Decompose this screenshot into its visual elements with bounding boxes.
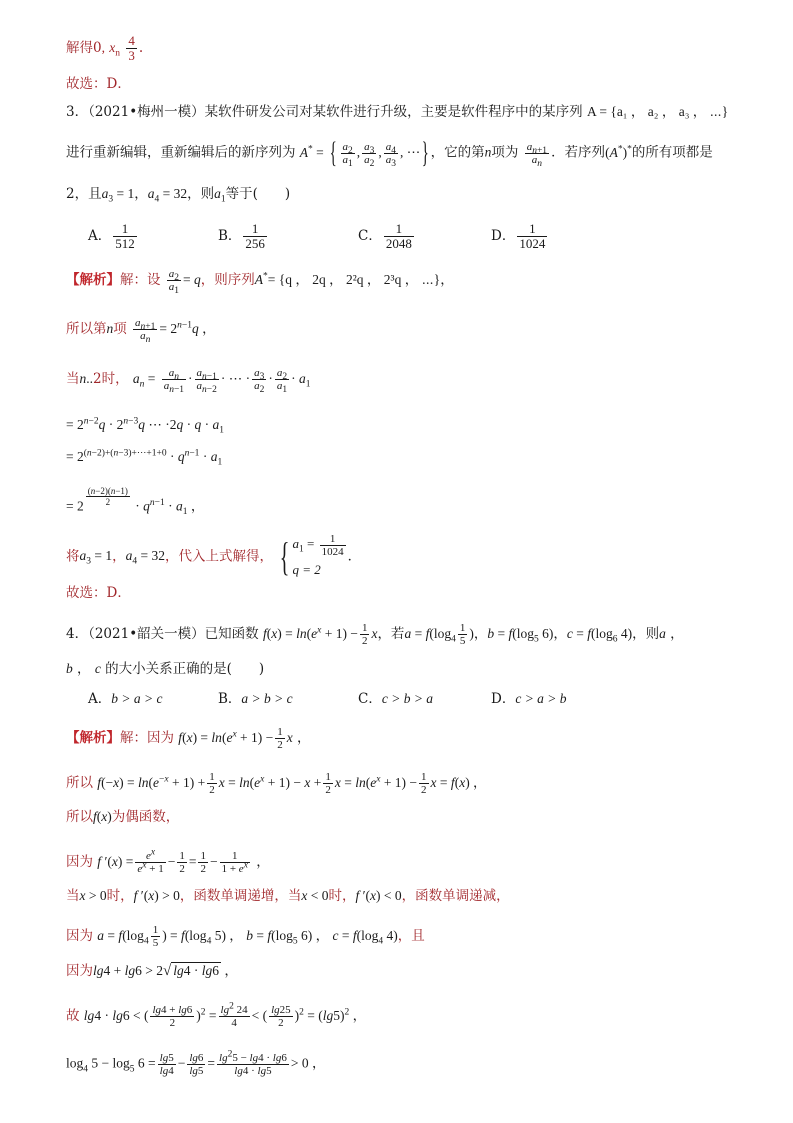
option-den: 256 — [245, 236, 265, 251]
analysis-a3: 为偶函数， — [111, 809, 180, 825]
analysis-a5: 当 — [66, 888, 80, 904]
q3-substitute-line: 将$a_3 = 1$，$a_4 = 32$，代入上式解得， { $a_1$ = $\frac{1}{1024}$ q = 2 ． — [66, 532, 361, 582]
q4-analysis-line9: $\log_4 5 - \log_5 6$ = $\frac{\lg 5}{\lg 4}$ − $\frac{\lg 6}{\lg 5}$ = $\frac{\lg^25 - \lg 4 \cdot \lg 6}{\lg 4 \cdot \lg 5}$ > 0 ， — [66, 1049, 326, 1077]
option-num: 1 — [243, 222, 267, 237]
analysis-a4: 因为 — [66, 854, 93, 870]
analysis-2b: 项 — [113, 321, 127, 337]
q4-analysis-line4: 因为 f ′(x) = $\frac{e^x}{e^x + 1}$ − $\frac{1}{2}$ = $\frac{1}{2}$ − $\frac{1}{1 + e^x}$ ， — [66, 847, 270, 875]
q3-stem2-mid2: 项为 — [491, 144, 519, 161]
q4-option-d[interactable] — [491, 690, 567, 708]
option-label: D． — [491, 691, 516, 707]
q3-stem2-end2: 的所有项都是 — [631, 144, 713, 161]
analysis-tag: 【解析】 — [66, 730, 120, 746]
option-label: C． — [358, 691, 382, 707]
q4-number: 4． — [66, 626, 89, 642]
q3-analysis-line2: 所以第n项 $\frac{a_{n+1}}{a_n}$ = $2^{n-1}q$ ， — [66, 317, 216, 346]
analysis-a3-pre: 所以 — [66, 809, 93, 825]
q4-option-c[interactable] — [358, 690, 433, 708]
option-text: c > a > b — [515, 691, 567, 706]
analysis-a6: 因为 — [66, 928, 93, 944]
q3-stem2-pre: 进行重新编辑，重新编辑后的新序列为 — [66, 144, 296, 161]
analysis-1b: ，则序列 — [200, 272, 255, 288]
q4-stem1-d: ， — [553, 626, 567, 642]
option-den: 2048 — [385, 236, 412, 251]
analysis-a5-e: ，函数单调递减， — [401, 888, 510, 904]
q3-option-b[interactable] — [218, 222, 269, 251]
q4-stem-line1: 4．（2021•韶关一模）已知函数 $f(x) = \ln(e^x + 1)$ − $\frac{1}{2}$ x，若$a = f(\log_4$ $\frac{1}{5}$ )，$b = f(\log_5$ 6)，$c = f(\log_6$ 4)，则a ， — [66, 622, 684, 647]
q4-analysis-line6: 因为 $a = f(\log_4$ $\frac{1}{5}$ ) = $f(\log_4$ 5) ， $b = f(\log_5$ 6) ， $c = f(\log_4$ 4)，且 — [66, 924, 425, 949]
option-label: A． — [88, 691, 112, 707]
option-num: 1 — [384, 222, 414, 237]
option-text: a > b > c — [241, 691, 293, 706]
analysis-tag: 【解析】 — [66, 272, 120, 288]
q3-stem3-c: ，则 — [187, 186, 215, 202]
q4-analysis-line2: 所以 $f(-x) = \ln(e^{-x} + 1)$ + $\frac{1}{2}$ $x = \ln(e^x + 1) - x$ + $\frac{1}{2}$ $x = \ln(e^x + 1)$ − $\frac{1}{2}$ x = f(x) ， — [66, 771, 487, 796]
q4-analysis-line7: 因为lg4 + lg6 > 2√ lg4 · lg6 ， — [66, 963, 238, 979]
answer-sub: n — [115, 48, 121, 59]
answer-prefix: 解得0 — [66, 40, 102, 56]
option-text: b > a > c — [111, 691, 163, 706]
q3-option-a[interactable] — [88, 222, 139, 251]
sys-den: 1024 — [321, 545, 344, 558]
answer-den: 3 — [128, 48, 135, 63]
q3-stem1: 某软件研发公司对某软件进行升级，主要是软件程序中的某序列 — [204, 104, 583, 120]
sub-text: 将 — [66, 548, 80, 565]
analysis-a8: 故 — [66, 1008, 80, 1024]
q2-choose: 故选：D． — [66, 76, 131, 92]
analysis-a1: 解：因为 — [120, 730, 174, 746]
q2-answer-line — [66, 34, 143, 63]
q4-analysis-line1: 【解析】解：因为 $f(x) = \ln(e^x + 1)$ − $\frac{1}{2}$ x ， — [66, 726, 311, 751]
analysis-a5-c: ，函数单调递增，当 — [179, 888, 302, 904]
q4-options — [88, 690, 608, 710]
q4-analysis-line5: 当x > 0时，f ′(x) > 0，函数单调递增，当x < 0时，f ′(x) < 0，函数单调递减， — [66, 888, 510, 904]
q4-analysis-line3: 所以f(x)为偶函数， — [66, 809, 180, 825]
q3-options — [88, 222, 588, 252]
answer-sep: , — [101, 40, 105, 55]
option-label: D． — [491, 228, 516, 244]
sys-num: 1 — [320, 533, 346, 546]
q4-stem2: 的大小关系正确的是( ) — [105, 661, 265, 677]
comma: ， — [311, 1055, 326, 1071]
sys-q: q = 2 — [292, 561, 321, 577]
analysis-a7: 因为 — [66, 963, 93, 979]
option-label: B． — [218, 691, 242, 707]
q3-option-d[interactable] — [491, 222, 549, 251]
sub-text3: ，代入上式解得， — [165, 548, 273, 565]
option-text: c > b > a — [381, 691, 434, 706]
q3-eq-line1: = $2^{n-2}q \cdot 2^{n-3}q$ ⋯ $\cdot 2q \cdot q \cdot a_1$ — [66, 416, 224, 436]
q3-sequence-set: A = {a₁ ， a₂ ， a₃ ， ⋯} — [586, 104, 729, 119]
option-num: 1 — [517, 222, 547, 237]
q4-analysis-line8: 故 lg4 · lg6 < ( $\frac{\lg 4 + \lg 6}{2}$ )$^2$ = $\frac{\lg^2 24}{4}$ < ( $\frac{\lg 25}{2}$ )$^2 = (\lg 5)^2$ ， — [66, 1001, 367, 1029]
analysis-3a: 当 — [66, 371, 80, 387]
q3-stem3-b: ， — [134, 186, 148, 202]
q3-choose: 故选：D． — [66, 585, 131, 601]
q4-option-a[interactable] — [88, 690, 162, 708]
analysis-a5-b: 时， — [106, 888, 134, 904]
q4-stem1-e: ，则 — [632, 626, 660, 642]
option-label: A． — [88, 228, 112, 244]
q3-analysis-line1: 【解析】解：设 $\frac{a_2}{a_1}$ = q，则序列A*= {q ， 2q ， 2²q ， 2³q ， ⋯}， — [66, 268, 454, 297]
q3-stem-line2: 进行重新编辑，重新编辑后的新序列为 A* = { $\frac{a_2}{a_1}$ , $\frac{a_3}{a_2}$ , $\frac{a_4}{a_3}$ , ⋯} ，它的第n项为 $\frac{a_{n+1}}{a_n}$ ．若序列(A*)*的所有项都是 — [66, 136, 713, 169]
answer-fraction — [126, 34, 137, 63]
analysis-a6-end: ，且 — [397, 928, 425, 944]
option-den: 1024 — [519, 236, 546, 251]
q3-eq-line2: = $2^{(n-2)+(n-3)+\cdots+1+0} \cdot q^{n-1} \cdot a_1$ — [66, 448, 223, 468]
analysis-a5-d: 时， — [328, 888, 356, 904]
q3-analysis-line3: 当n..2时， $a_n$ = $\frac{a_n}{a_{n-1}}$ · $\frac{a_{n-1}}{a_{n-2}}$ · ⋯ · $\frac{a_3}{a_2}$ · $\frac{a_2}{a_1}$ · $a_1$ — [66, 367, 311, 396]
answer-num: 4 — [128, 33, 135, 48]
analysis-1c: = {q ， 2q ， 2²q ， 2³q ， ⋯}， — [267, 272, 454, 287]
q3-option-c[interactable] — [358, 222, 416, 251]
q3-stem2-end: ．若序列 — [551, 144, 606, 161]
q4-stem1-c: ， — [473, 626, 488, 642]
answer-var: x — [109, 40, 116, 55]
q3-stem2-mid: ，它的第 — [430, 144, 485, 161]
q3-eq-line3: = 2 $^{\frac{(n-2)(n-1)}{2}}$ · $q^{n-1} \cdot a_1$ ， — [66, 486, 205, 518]
q4-source: （2021•韶关一模） — [88, 626, 205, 642]
q4-option-b[interactable] — [218, 690, 293, 708]
option-label: B． — [218, 228, 242, 244]
analysis-2a: 所以第 — [66, 321, 107, 337]
q3-stem-line3: 2，且$a_3 = 1$，$a_4 = 32$，则$a_1$等于( ) — [66, 186, 291, 205]
q4-stem-line2: b ， c 的大小关系正确的是( ) — [66, 661, 265, 677]
q3-source: （2021•梅州一模） — [88, 104, 205, 120]
analysis-3b: 2时， — [93, 371, 129, 387]
q4-stem1-b: ，若 — [377, 626, 405, 642]
option-den: 512 — [115, 236, 135, 251]
q4-stem1: 已知函数 — [204, 626, 259, 642]
sub-text2: ， — [112, 548, 126, 565]
q3-system: $a_1$ = $\frac{1}{1024}$ q = 2 — [292, 532, 344, 577]
option-label: C． — [358, 228, 382, 244]
q3-stem3-d: 等于( ) — [225, 186, 291, 202]
analysis-1a: 解：设 — [120, 272, 161, 288]
analysis-a2: 所以 — [66, 775, 93, 791]
q3-stem3: 2，且 — [66, 186, 102, 202]
option-num: 1 — [113, 222, 137, 237]
answer-end: . — [138, 40, 144, 56]
q3-number: 3． — [66, 104, 89, 120]
q3-stem-line1 — [66, 103, 728, 121]
